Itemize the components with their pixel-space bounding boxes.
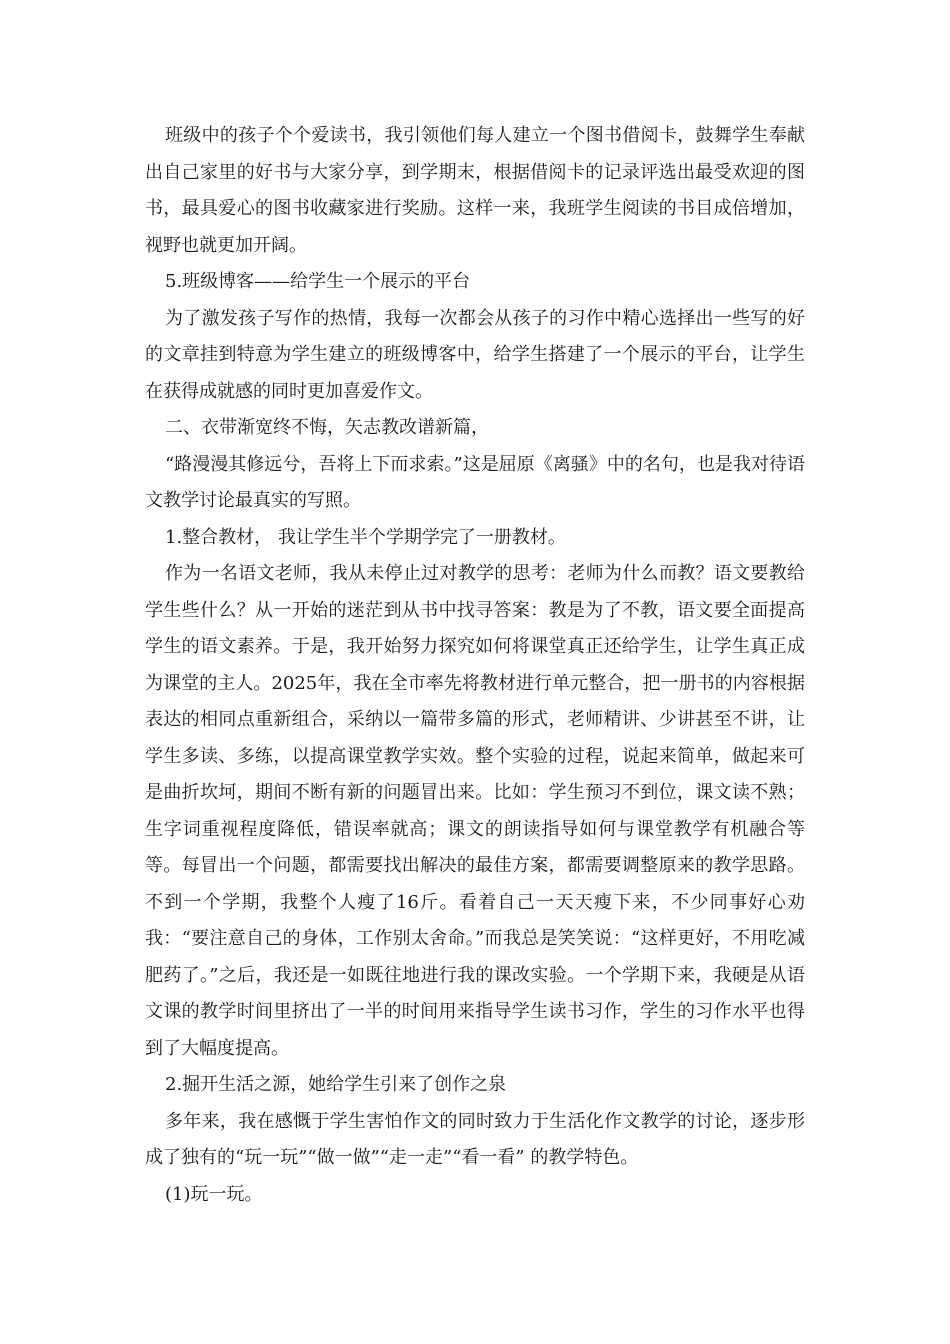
paragraph-quote: “路漫漫其修远兮，吾将上下而求索。”这是屈原《离骚》中的名句，也是我对待语文教学讨论最真实的写照。: [145, 453, 805, 511]
heading-play: (1)玩一玩。: [165, 1183, 263, 1205]
paragraph-class-blog: 为了激发孩子写作的热情，我每一次都会从孩子的习作中精心选择出一些写的好的文章挂到特意为学生建立的班级博客中，给学生搭建了一个展示的平台，让学生在获得成就感的同时更加喜爱作文。: [145, 307, 805, 402]
paragraph-writing-features: 多年来，我在感慨于学生害怕作文的同时致力于生活化作文教学的讨论，逐步形成了独有的“玩一玩”“做一做”“走一走”“看一看” 的教学特色。: [145, 1110, 805, 1168]
heading-life-source: 2.掘开生活之源，她给学生引来了创作之泉: [165, 1074, 507, 1095]
heading-class-blog: 5.班级博客——给学生一个展示的平台: [165, 271, 471, 292]
heading-section-two: 二、衣带渐宽终不悔，矢志教改谱新篇，: [165, 417, 489, 438]
paragraph-teaching-reflection: 作为一名语文老师，我从未停止过对教学的思考：老师为什么而教？语文要教给学生些什么？从一开始的迷茫到从书中找寻答案：教是为了不教，语文要全面提高学生的语文素养。于是，我开始努力探究如何将课堂真正还给学生，让学生真正成为课堂的主人。2025年，我在全市率先将教材进行单元整合，把一册书的内容根据表达的相同点重新组合，采纳以一篇带多篇的形式，老师精讲、少讲甚至不讲，让学生多读、多练，以提高课堂教学实效。整个实验的过程，说起来简单，做起来可是曲折坎坷，期间不断有新的问题冒出来。比如：学生预习不到位，课文读不熟；生字词重视程度降低，错误率就高；课文的朗读指导如何与课堂教学有机融合等等。每冒出一个问题，都需要找出解决的最佳方案，都需要调整原来的教学思路。不到一个学期，我整个人瘦了16斤。看着自己一天天瘦下来，不少同事好心劝我：“要注意自己的身体，工作别太舍命。”而我总是笑笑说：“这样更好，不用吃减肥药了。”之后，我还是一如既往地进行我的课改实验。一个学期下来，我硬是从语文课的教学时间里挤出了一半的时间用来指导学生读书习作，学生的习作水平也得到了大幅度提高。: [145, 563, 805, 1059]
paragraph-book-card: 班级中的孩子个个爱读书，我引领他们每人建立一个图书借阅卡，鼓舞学生奉献出自己家里的好书与大家分享，到学期末，根据借阅卡的记录评选出最受欢迎的图书，最具爱心的图书收藏家进行奖励。这样一来，我班学生阅读的书目成倍增加，视野也就更加开阔。: [145, 125, 805, 256]
document-body: [145, 118, 805, 1213]
heading-integrate-textbook: 1.整合教材， 我让学生半个学期学完了一册教材。: [165, 526, 566, 548]
